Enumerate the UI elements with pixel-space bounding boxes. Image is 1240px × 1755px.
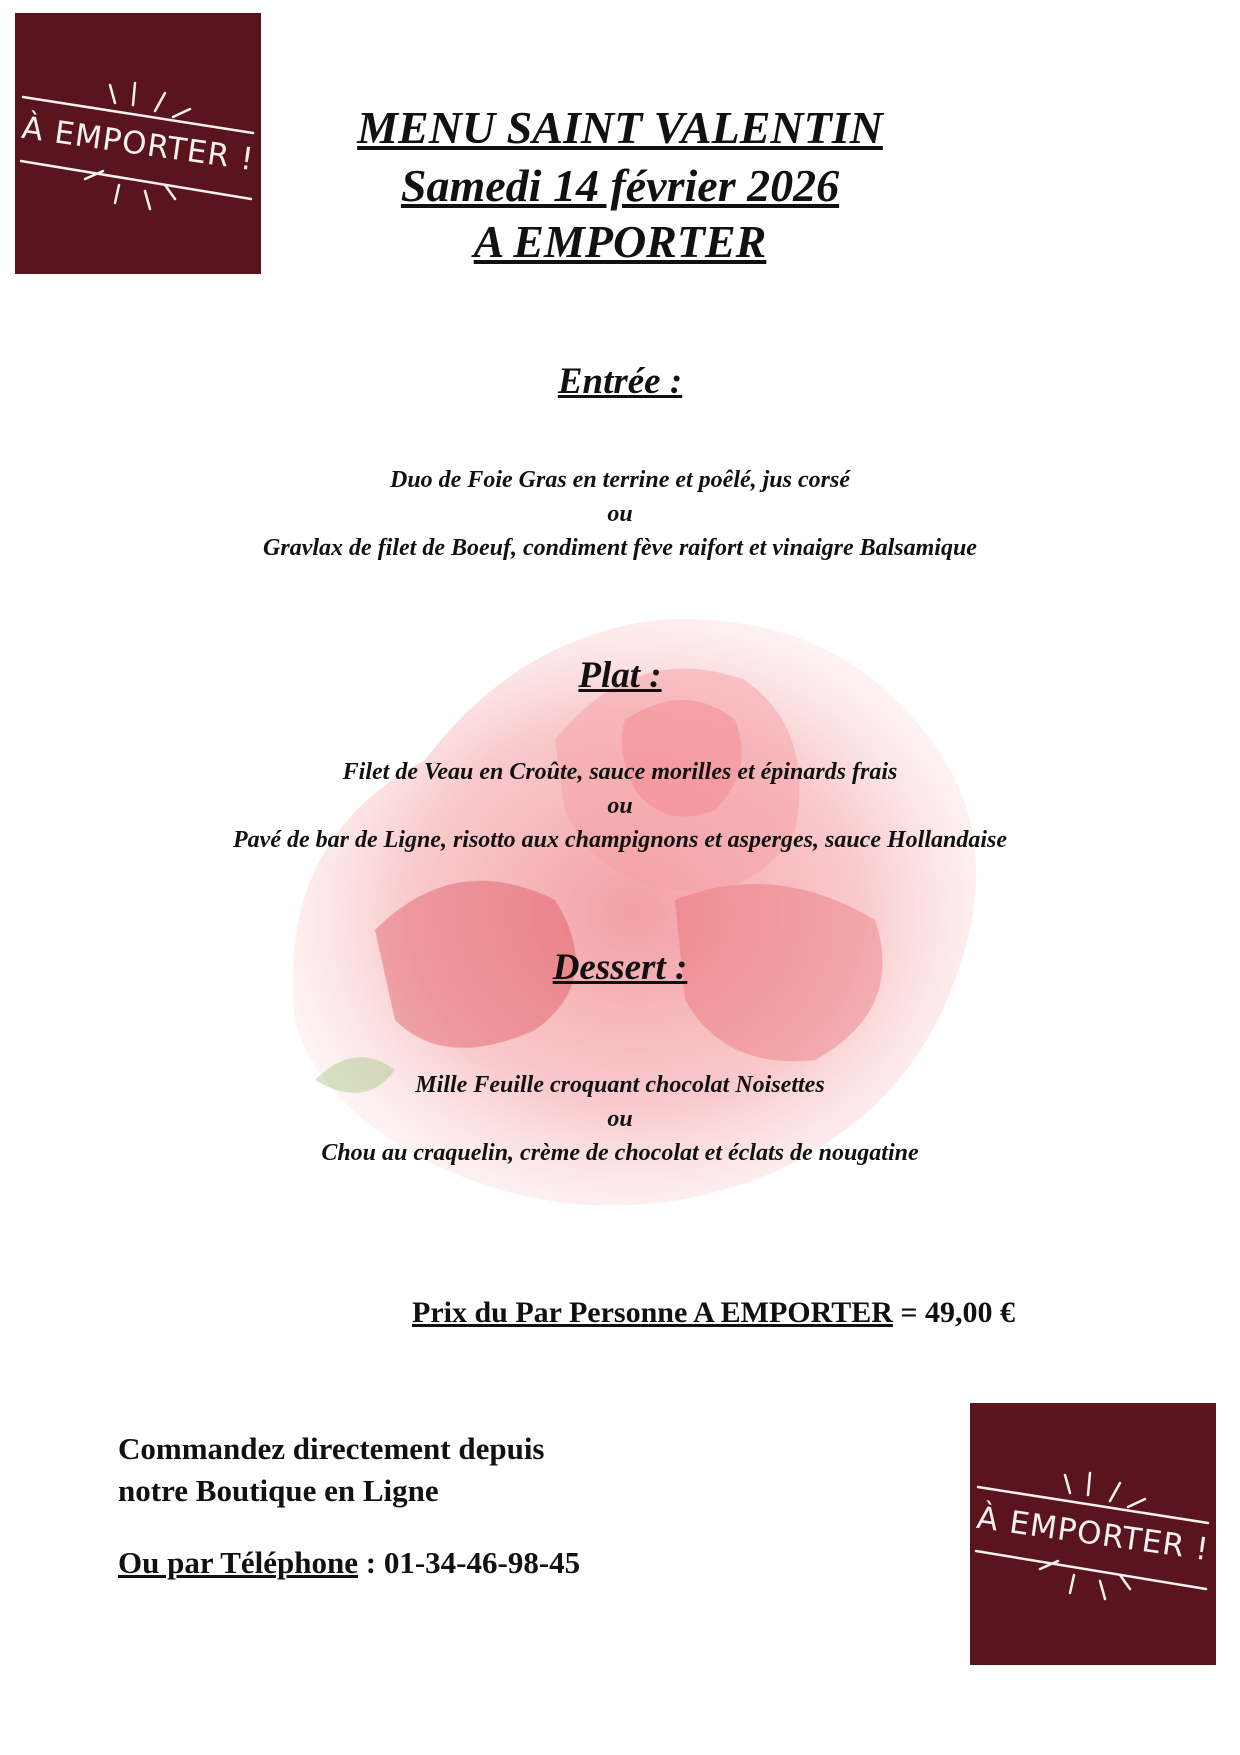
order-line-2: notre Boutique en Ligne <box>118 1473 439 1508</box>
emporter-logo-bottom <box>970 1403 1216 1665</box>
phone-number: : 01-34-46-98-45 <box>358 1545 581 1580</box>
order-line-1: Commandez directement depuis <box>118 1431 545 1466</box>
plat-option-2: Pavé de bar de Ligne, risotto aux champignons et asperges, sauce Hollandaise <box>233 827 1007 853</box>
section-plat-heading: Plat : <box>578 655 662 696</box>
entree-or: ou <box>607 501 633 527</box>
entree-option-1: Duo de Foie Gras en terrine et poêlé, jus corsé <box>390 467 850 493</box>
plat-option-1: Filet de Veau en Croûte, sauce morilles et épinards frais <box>342 759 898 785</box>
price-label: Prix du Par Personne A EMPORTER <box>412 1296 893 1329</box>
logo-text: À EMPORTER ! <box>19 109 257 178</box>
menu-title: MENU SAINT VALENTIN <box>357 102 883 153</box>
entree-option-2: Gravlax de filet de Boeuf, condiment fève raifort et vinaigre Balsamique <box>263 535 977 561</box>
menu-date: Samedi 14 février 2026 <box>400 160 840 211</box>
price-line <box>412 1296 1015 1330</box>
dessert-option-2: Chou au craquelin, crème de chocolat et éclats de nougatine <box>321 1140 919 1166</box>
section-dessert-heading: Dessert : <box>552 947 688 988</box>
plat-or: ou <box>607 793 633 819</box>
logo-text: À EMPORTER ! <box>974 1499 1212 1569</box>
section-entree-heading: Entrée : <box>557 361 683 402</box>
dessert-or: ou <box>607 1106 633 1132</box>
menu-takeaway: A EMPORTER <box>473 216 767 267</box>
dessert-option-1: Mille Feuille croquant chocolat Noisettes <box>415 1072 825 1098</box>
order-phone <box>118 1542 580 1584</box>
phone-label: Ou par Téléphone <box>118 1545 359 1580</box>
price-value: = 49,00 € <box>892 1296 1016 1329</box>
